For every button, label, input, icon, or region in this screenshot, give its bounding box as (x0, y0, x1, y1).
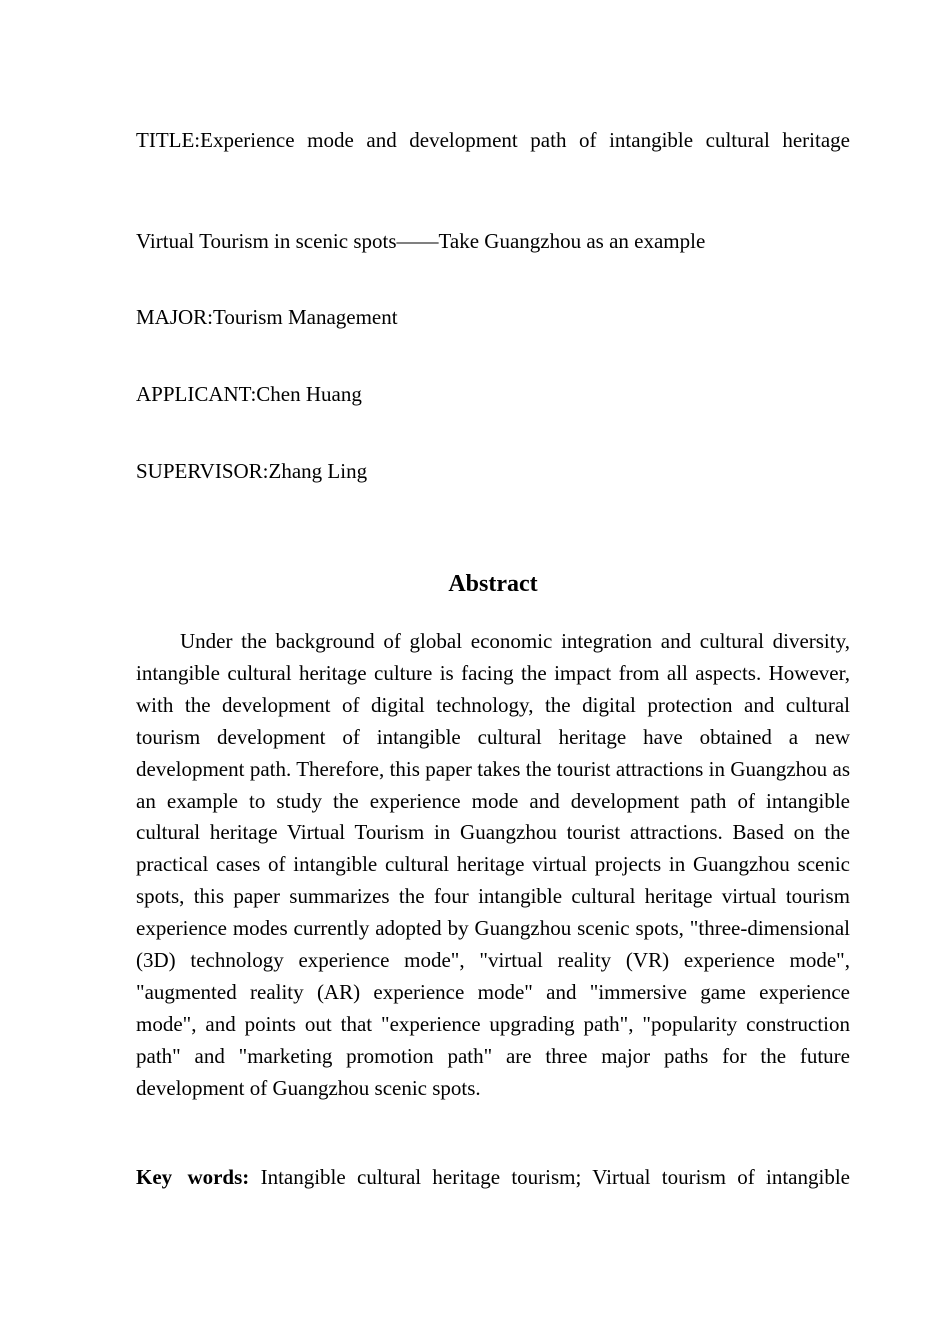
major-line: MAJOR:Tourism Management (136, 305, 398, 329)
title-line-1: TITLE:Experience mode and development path of intangible cultural heritage (136, 128, 850, 152)
applicant-line: APPLICANT:Chen Huang (136, 382, 362, 406)
supervisor-line: SUPERVISOR:Zhang Ling (136, 459, 368, 483)
abstract-heading: Abstract (448, 571, 538, 597)
keywords-text: Intangible cultural heritage tourism; Virtual tourism of intangible (260, 1165, 850, 1189)
title-line-2: Virtual Tourism in scenic spots——Take Guangzhou as an example (136, 229, 706, 253)
keywords-line (136, 1164, 850, 1190)
abstract-body: Under the background of global economic integration and cultural diversity, intangible cultural heritage culture is facing the impact from all aspects. However, with the development of digital technology, the digital protection and cultural tourism development of intangible cultural heritage have obtained a new development path. Therefore, this paper takes the tourist attractions in Guangzhou as an example to study the experience mode and development path of intangible cultural heritage Virtual Tourism in Guangzhou tourist attractions. Based on the practical cases of intangible cultural heritage virtual projects in Guangzhou scenic spots, this paper summarizes the four intangible cultural heritage virtual tourism experience modes currently adopted by Guangzhou scenic spots, "three-dimensional (3D) technology experience mode", "virtual reality (VR) experience mode", "augmented reality (AR) experience mode" and "immersive game experience mode", and points out that "experience upgrading path", "popularity construction path" and "marketing promotion path" are three major paths for the future development of Guangzhou scenic spots. (136, 629, 850, 1100)
keywords-label: Key words: (136, 1165, 250, 1189)
